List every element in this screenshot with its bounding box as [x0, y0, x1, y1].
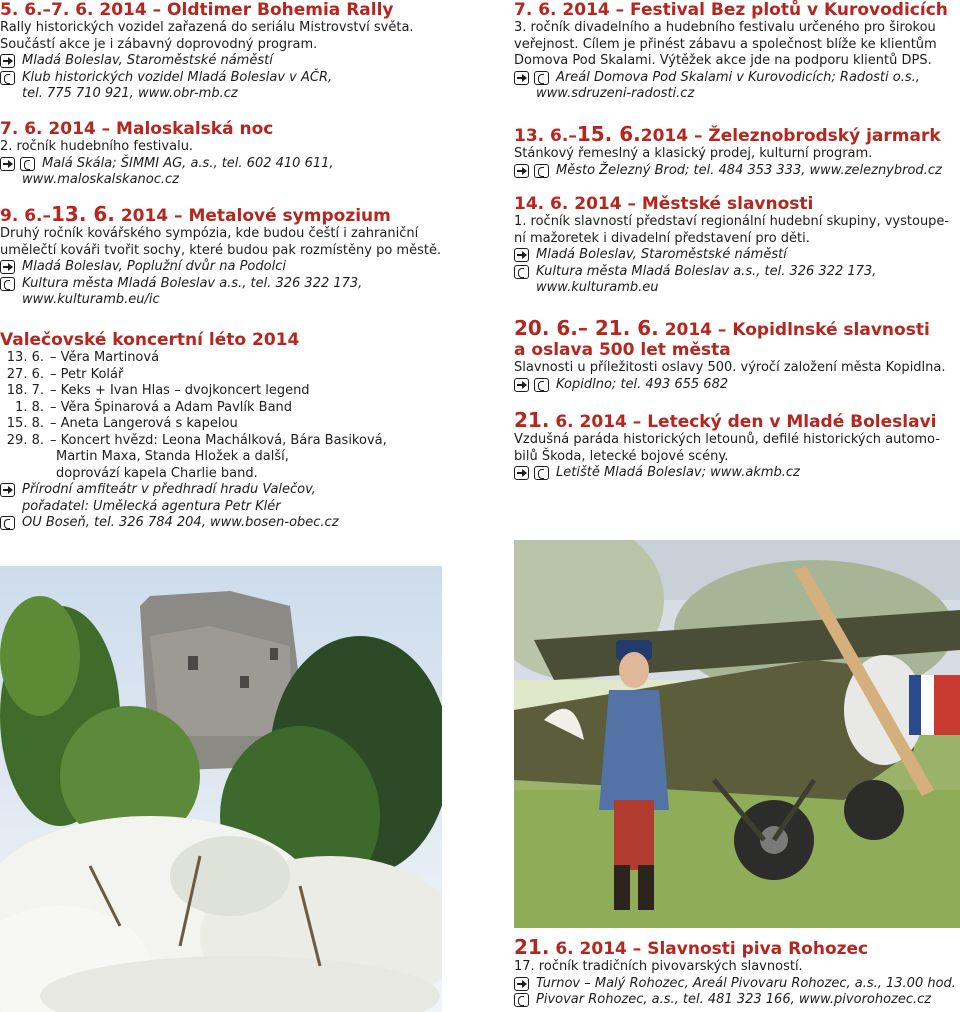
event-website: www.kulturamb.eu/ic [22, 292, 160, 307]
event-kopidlnske-slavnosti [514, 318, 960, 393]
location-arrow-icon [514, 164, 529, 178]
program-text: – Keks + Ivan Hlas – dvojkoncert legend [50, 383, 310, 398]
event-oldtimer-rally [0, 0, 446, 103]
program-continuation: doprovází kapela Charlie band. [56, 465, 258, 481]
event-website: www.kulturamb.eu [536, 280, 659, 295]
event-description: Stánkový řemeslný a klasický prodej, kulturní program. [514, 146, 873, 161]
program-item [0, 416, 446, 433]
event-organizer: pořadatel: Umělecká agentura Petr Klér [22, 498, 281, 514]
location-arrow-icon [0, 260, 15, 274]
event-description: veřejnost. Cílem je přinést zábavu a společnost blíže ke klientům [514, 36, 937, 52]
event-location-contact: Město Železný Brod; tel. 484 353 333, www.zeleznybrod.cz [556, 162, 942, 178]
event-website: www.maloskalskanoc.cz [22, 172, 179, 187]
event-description: Druhý ročník kovářského sympózia, kde budou čeští i zahraniční [0, 226, 419, 241]
concert-program [0, 350, 446, 449]
phone-icon [0, 277, 15, 291]
phone-icon [514, 265, 529, 279]
event-title: 7. 6. 2014 – Festival Bez plotů v Kurovodicích [514, 0, 948, 20]
phone-icon [514, 993, 529, 1007]
location-arrow-icon [514, 977, 529, 991]
phone-icon [0, 516, 15, 530]
event-valecovske-leto [0, 330, 446, 532]
event-description: bilů Škoda, letecké bojové scény. [514, 448, 729, 464]
event-maloskalska-noc [0, 119, 446, 189]
castle-ruin-photo [0, 566, 442, 1012]
event-description: ní mažoretek i divadelní představení pro děti. [514, 230, 810, 246]
event-title: 21. 6. 2014 – Letecký den v Mladé Boleslavi [514, 408, 937, 432]
event-description: Slavnosti u příležitosti oslavy 500. výročí založení města Kopidlna. [514, 360, 946, 375]
event-contact: Kultura města Mladá Boleslav a.s., tel. 326 322 173, [22, 275, 363, 291]
program-item [0, 400, 446, 417]
program-item [0, 433, 446, 450]
event-contact: Pivovar Rohozec, a.s., tel. 481 323 166, www.pivorohozec.cz [536, 992, 932, 1007]
event-description: 17. ročník tradičních pivovarských slavností. [514, 959, 803, 974]
location-arrow-icon [0, 157, 15, 171]
event-metalove-sympozium [0, 204, 446, 309]
event-description: Vzdušná paráda historických letounů, defilé historických automo- [514, 432, 940, 447]
program-continuation: Martin Maxa, Standa Hložek a další, [56, 449, 289, 464]
event-description: Domova Pod Skalami. Výtěžek akce jde na podporu klientů DPS. [514, 53, 932, 68]
location-arrow-icon [0, 54, 15, 68]
event-title-line2: a oslava 500 let města [514, 340, 731, 360]
event-location: Turnov – Malý Rohozec, Areál Pivovaru Rohozec, a.s., 13.00 hod. [536, 975, 956, 991]
program-text: – Věra Martinová [50, 350, 160, 365]
event-zeleznobrodsky-jarmark [514, 124, 960, 179]
event-title: 20. 6.– 21. 6. 2014 – Kopidlnské slavnosti [514, 316, 930, 340]
event-title: 7. 6. 2014 – Maloskalská noc [0, 119, 274, 139]
program-date: 15. 8. [6, 416, 44, 431]
program-item [0, 383, 446, 400]
program-text: – Věra Špinarová a Adam Pavlík Band [50, 399, 293, 415]
event-title: 9. 6.–13. 6. 2014 – Metalové sympozium [0, 202, 391, 226]
event-location: Mladá Boleslav, Staroměstské náměstí [536, 247, 787, 262]
event-description: 1. ročník slavností představí regionální hudební skupiny, vystoupe- [514, 214, 950, 229]
program-date: 29. 8. [6, 432, 44, 448]
historic-plane-photo [514, 540, 960, 928]
program-date: 27. 6. [6, 366, 44, 382]
event-description: Rally historických vozidel zařazená do seriálu Mistrovství světa. [0, 20, 414, 35]
phone-icon [534, 378, 549, 392]
event-description: 3. ročník divadelního a hudebního festivalu určeného pro širokou [514, 20, 936, 35]
event-contact: OU Boseň, tel. 326 784 204, www.bosen-obec.cz [22, 515, 339, 530]
event-location: Mladá Boleslav, Staroměstské náměstí [22, 53, 273, 68]
event-title: 5. 6.–7. 6. 2014 – Oldtimer Bohemia Rally [0, 0, 394, 20]
phone-icon [20, 157, 35, 171]
event-location-contact: Areál Domova Pod Skalami v Kurovodicích; Radosti o.s., [556, 69, 920, 85]
event-location-contact: Letiště Mladá Boleslav; www.akmb.cz [556, 465, 800, 480]
event-title: 13. 6.–15. 6.2014 – Železnobrodský jarmark [514, 122, 941, 146]
event-title: 14. 6. 2014 – Městské slavnosti [514, 194, 814, 214]
program-date: 18. 7. [6, 383, 44, 398]
event-contact: Kultura města Mladá Boleslav a.s., tel. 326 322 173, [536, 263, 877, 279]
event-location: Mladá Boleslav, Poplužní dvůr na Podolci [22, 259, 286, 274]
event-description: Součástí akce je i zábavný doprovodný program. [0, 36, 318, 52]
program-date: 13. 6. [6, 350, 44, 365]
event-mestske-slavnosti [514, 194, 960, 297]
location-arrow-icon [0, 483, 15, 497]
event-location-contact: Malá Skála; ŠIMMI AG, a.s., tel. 602 410 611, [42, 155, 334, 171]
program-text: – Petr Kolář [50, 366, 124, 382]
program-date: 1. 8. [15, 399, 44, 415]
event-website: www.sdruzeni-radosti.cz [536, 86, 695, 101]
phone-icon [534, 164, 549, 178]
location-arrow-icon [514, 71, 529, 85]
event-description: 2. ročník hudebního festivalu. [0, 139, 194, 154]
event-letecky-den [514, 410, 960, 482]
location-arrow-icon [514, 248, 529, 262]
event-contact: tel. 775 710 921, www.obr-mb.cz [22, 86, 238, 101]
event-contact: Klub historických vozidel Mladá Boleslav v AČR, [22, 69, 333, 85]
event-location: Přírodní amfiteátr v předhradí hradu Valečov, [22, 482, 316, 497]
phone-icon [0, 71, 15, 85]
event-slavnosti-piva [514, 937, 960, 1009]
program-text: – Koncert hvězd: Leona Machálková, Bára Basiková, [50, 432, 387, 448]
location-arrow-icon [514, 378, 529, 392]
event-title: 21. 6. 2014 – Slavnosti piva Rohozec [514, 935, 869, 959]
event-description: umělečtí kováři tvořit sochy, které budou pak rozmístěny po městě. [0, 242, 442, 258]
location-arrow-icon [514, 466, 529, 480]
phone-icon [534, 71, 549, 85]
phone-icon [534, 466, 549, 480]
program-text: – Aneta Langerová s kapelou [50, 416, 238, 431]
event-festival-bez-plotu [514, 0, 960, 103]
program-item [0, 367, 446, 384]
event-title: Valečovské koncertní léto 2014 [0, 330, 300, 350]
event-location-contact: Kopidlno; tel. 493 655 682 [556, 376, 729, 392]
program-item [0, 350, 446, 367]
